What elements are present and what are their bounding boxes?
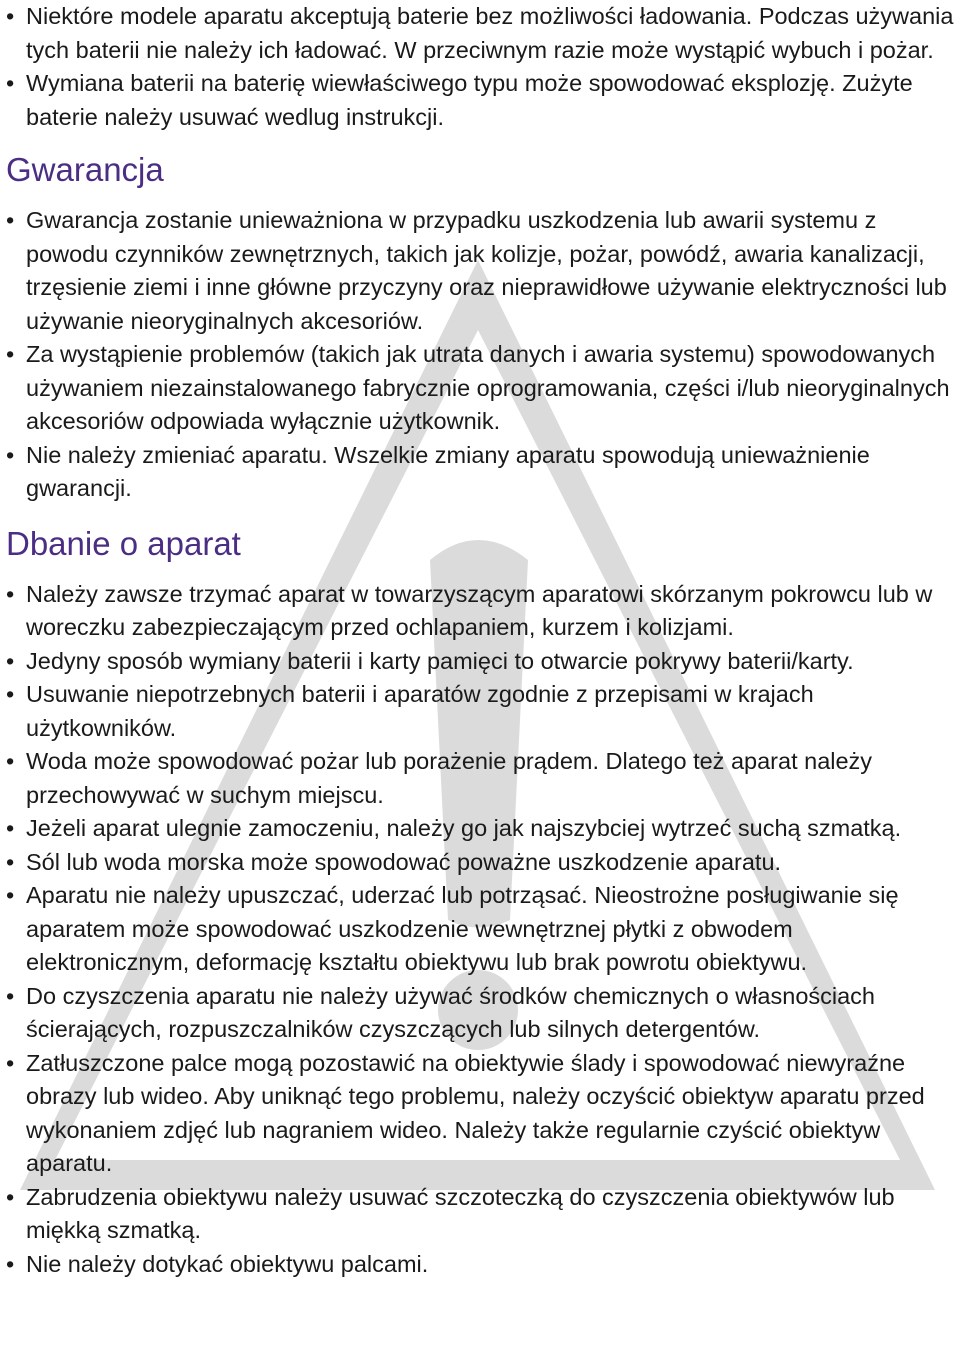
list-item: • Gwarancja zostanie unieważniona w przypadku uszkodzenia lub awarii systemu z powodu czynników zewnętrznych, takich jak kolizje, pożar, powódź, awaria kanalizacji, trzęsienie ziemi i inne główne przyczyny oraz nieprawidłowe używanie elektryczności lub używanie nieoryginalnych akcesoriów.: [6, 204, 960, 338]
bullet: •: [6, 1183, 15, 1210]
bullet: •: [6, 70, 15, 96]
list-item: • Do czyszczenia aparatu nie należy używać środków chemicznych o własnościach ścierających, rozpuszczalników czyszczących lub silnych detergentów.: [6, 980, 960, 1047]
list-item: • Zabrudzenia obiektywu należy usuwać szczoteczką do czyszczenia obiektywów lub miękką szmatką.: [6, 1181, 960, 1248]
bullet: •: [6, 3, 15, 29]
list-item: • Sól lub woda morska może spowodować poważne uszkodzenie aparatu.: [6, 846, 960, 880]
list-item: • Jeżeli aparat ulegnie zamoczeniu, należy go jak najszybciej wytrzeć suchą szmatką.: [6, 812, 960, 846]
bullet: •: [6, 647, 15, 674]
bullet: •: [6, 882, 15, 908]
bullet: •: [6, 982, 15, 1009]
list-item: • Niektóre modele aparatu akceptują baterie bez możliwości ładowania. Podczas używania tych baterii nie należy ich ładować. W przeciwnym razie może wystąpić wybuch i pożar.: [6, 0, 960, 67]
bullet: •: [6, 681, 15, 707]
list-item: • Nie należy zmieniać aparatu. Wszelkie zmiany aparatu spowodują unieważnienie gwarancji.: [6, 439, 960, 506]
list-item: • Woda może spowodować pożar lub porażenie prądem. Dlatego też aparat należy przechowywać w suchym miejscu.: [6, 745, 960, 812]
gwarancja-list: [6, 204, 960, 506]
list-item: • Wymiana baterii na baterię wiewłaściwego typu może spowodować eksplozję. Zużyte baterie należy usuwać wedlug instrukcji.: [6, 67, 960, 134]
bullet: •: [6, 341, 15, 367]
section-title-dbanie: Dbanie o aparat: [6, 524, 241, 562]
bullet: •: [6, 748, 15, 774]
list-item: • Zatłuszczone palce mogą pozostawić na obiektywie ślady i spowodować niewyraźne obrazy lub wideo. Aby uniknąć tego problemu, należy oczyścić obiektyw aparatu przed wykonaniem zdjęć lub nagraniem wideo. Należy także regularnie czyścić obiektyw aparatu.: [6, 1047, 960, 1181]
list-item: • Nie należy dotykać obiektywu palcami.: [6, 1248, 960, 1282]
bullet: •: [6, 441, 15, 468]
dbanie-list: [6, 578, 960, 1282]
bullet: •: [6, 207, 15, 233]
bullet: •: [6, 580, 15, 607]
section-title-gwarancja: Gwarancja: [6, 151, 164, 188]
list-item: • Aparatu nie należy upuszczać, uderzać lub potrząsać. Nieostrożne posługiwanie się aparatem może spowodować uszkodzenie wewnętrznej płytki z obwodem elektronicznym, deformację kształtu obiektywu lub brak powrotu obiektywu.: [6, 879, 960, 980]
bullet: •: [6, 815, 15, 841]
list-item: • Usuwanie niepotrzebnych baterii i aparatów zgodnie z przepisami w krajach użytkowników.: [6, 678, 960, 745]
list-item: • Należy zawsze trzymać aparat w towarzyszącym aparatowi skórzanym pokrowcu lub w woreczku zabezpieczającym przed ochlapaniem, kurzem i kolizjami.: [6, 578, 960, 645]
bullet: •: [6, 1250, 15, 1277]
intro-list: [6, 0, 960, 134]
list-item: • Jedyny sposób wymiany baterii i karty pamięci to otwarcie pokrywy baterii/karty.: [6, 645, 960, 679]
bullet: •: [6, 848, 15, 875]
list-item: • Za wystąpienie problemów (takich jak utrata danych i awaria systemu) spowodowanych używaniem niezainstalowanego fabrycznie oprogramowania, części i/lub nieoryginalnych akcesoriów odpowiada wyłącznie użytkownik.: [6, 338, 960, 439]
bullet: •: [6, 1049, 15, 1076]
